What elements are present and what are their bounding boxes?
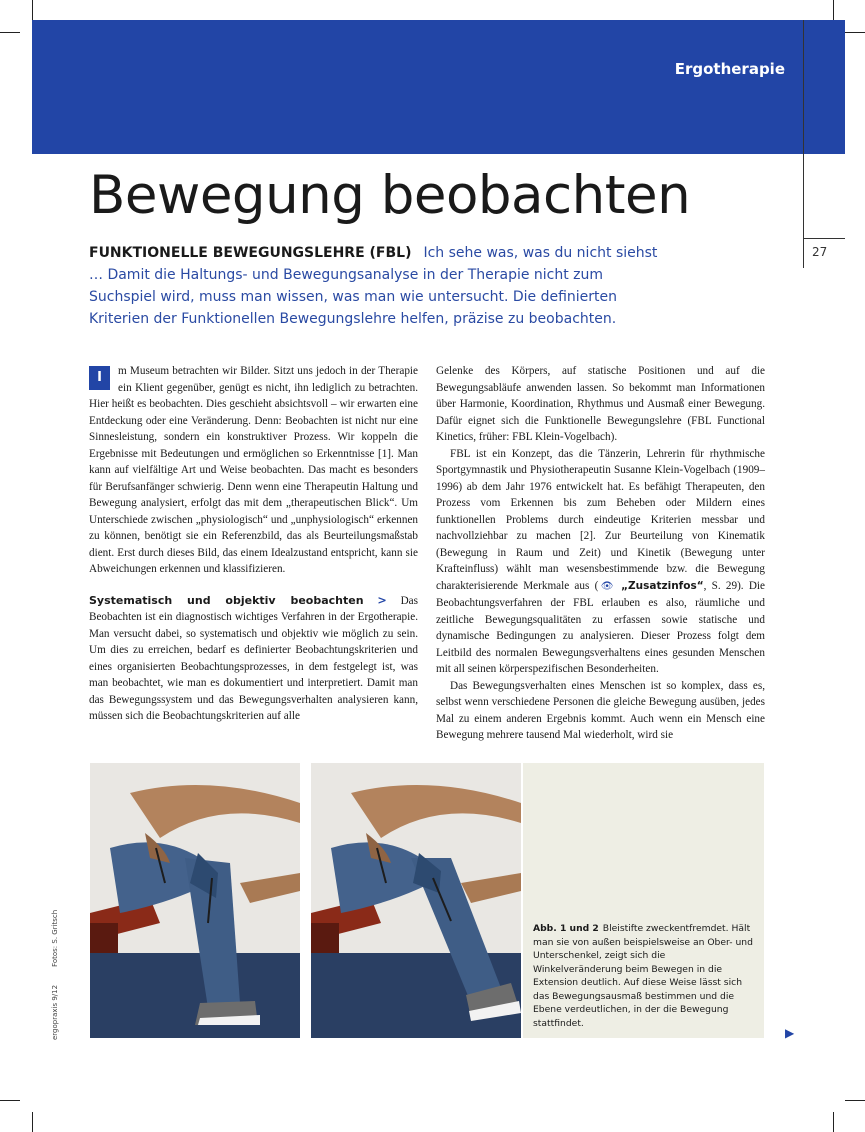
body-text: , S. 29). Die Beobachtungsverfahren der FBL erlauben es also, räumliche und zeitliche Bewegungsqualitäten zu erfassen sowie statische und dynamische Bedingungen zu analysieren. Dieser Prozess folgt dem Leitbild des normalen Bewegungsverhaltens eines gesunden Menschen mit all seinen körperspezifischen Besonderheiten.: [436, 579, 765, 675]
lead-kicker: FUNKTIONELLE BEWEGUNGSLEHRE (FBL): [89, 245, 412, 261]
page-number: 27: [812, 245, 828, 259]
eye-icon: 👁: [598, 580, 616, 592]
body-text: Das Beobachten ist ein diagnostisch wichtiges Verfahren in der Ergotherapie. Man versucht dabei, so systematisch und objektiv wie möglich zu sein. Um dies zu erreichen, bedarf es definierter Beobachtungskriterien und eines organisierten Beobachtungsprozesses, in dem festgelegt ist, was man beobachtet, wie man es dokumentiert und interpretiert. Damit man das Bewegungssystem und das Bewegungsverhalten analysieren kann, müssen sich die Beobachtungskriterien auf alle: [89, 594, 418, 722]
margin-rule: [803, 20, 804, 268]
cross-reference-link[interactable]: „Zusatzinfos“: [621, 579, 704, 592]
body-paragraph: [436, 446, 765, 678]
lead-text: Ich sehe was, was du nicht siehst … Damit die Haltungs- und Bewegungsanalyse in der Therapie nicht zum Suchspiel wird, muss man wissen, was man wie untersucht. Die definierten Kriterien der Funktionellen Bewegungslehre helfen, präzise zu beobachten.: [89, 245, 658, 327]
section-label: Ergotherapie: [674, 60, 785, 78]
side-credit: [51, 892, 59, 1040]
body-text: m Museum betrachten wir Bilder. Sitzt uns jedoch in der Therapie ein Klient gegenüber, genügt es nicht, ihn lediglich zu betrachten. Hier heißt es beobachten. Dies geschieht absichtsvoll – wir erwarten eine Entdeckung oder eine Veränderung. Denn: Beobachten ist nicht nur eine Sinnesleistung, sondern ein konstruktiver Prozess. Wir koppeln die Ergebnisse mit Bedeutungen und ermöglichen so Erkenntnisse [1]. Man kann auf vielfältige Art und Weise beobachten. Das macht es besonders für Berufsanfänger schwierig. Denn wenn eine Therapeutin Haltung und Bewegung analysiert, erfolgt das mit dem „therapeutischen Blick“. Um Unterschiede zwischen „physiologisch“ und „unphysiologisch“ erkennen zu können, benötigt sie ein Referenzbild, das als Beurteilungsmaßstab dient. Erst durch dieses Bild, das einem Idealzustand entspricht, kann sie Abweichungen erkennen und klassifizieren.: [89, 365, 418, 575]
lead-paragraph: [89, 242, 664, 330]
body-paragraph: Gelenke des Körpers, auf statische Positionen und auf die Bewegungsabläufe anwenden lassen. So bekommt man Informationen über Harmonie, Koordination, Rhythmus und Ausmaß einer Bewegung. Dafür eignet sich die Funktionelle Bewegungslehre (FBL Functional Kinetics, früher: FBL Klein-Vogelbach).: [436, 365, 765, 443]
knee-extension-photo-icon: [311, 763, 521, 1038]
subhead-arrow-icon: >: [377, 593, 387, 607]
header-band: [32, 20, 845, 154]
body-paragraph: Das Bewegungsverhalten eines Menschen ist so komplex, dass es, selbst wenn verschiedene Personen die gleiche Bewegung ausüben, jedes Mal zu einem anderen Ergebnis kommt. Auch wenn ein Mensch eine Bewegung mehrere tausend Mal wiederholt, wird sie: [436, 679, 765, 741]
crop-mark: [32, 0, 33, 20]
caption-label: Abb. 1 und 2: [533, 923, 599, 934]
body-paragraph: [89, 593, 418, 725]
crop-mark: [0, 32, 20, 33]
figure-caption: [533, 922, 757, 1030]
crop-mark: [833, 1112, 834, 1132]
text-column-left: [89, 363, 418, 725]
figure-photo-2: [311, 763, 521, 1038]
next-page-arrow-icon: ▶: [785, 1026, 795, 1040]
crop-mark: [845, 32, 865, 33]
crop-mark: [32, 1112, 33, 1132]
body-paragraph: [89, 363, 418, 578]
photo-credit: Fotos: S. Gritsch: [51, 909, 59, 967]
subheading: Systematisch und objektiv beobachten: [89, 593, 364, 607]
body-text: FBL ist ein Konzept, das die Tänzerin, Lehrerin für rhythmische Sportgymnastik und Physiotherapeutin Susanne Klein-Vogelbach (1909–1996) ab dem Jahr 1976 entwickelt hat. Es befähigt Therapeuten, den Prozess vom Erkennen bis zum Beheben oder Mildern eines funktionellen Problems durch eindeutige Kriterien messbar und nachvollziehbar zu machen [2]. Zur Beurteilung von Kinematik (Bewegung in Raum und Zeit) und Kinetik (Bewegung unter Krafteinfluss) wählt man wesensbestimmende bzw. die Bewegung charakterisierende Merkmale aus (: [436, 447, 765, 592]
caption-text: Bleistifte zweckentfremdet. Hält man sie von außen beispielsweise an Ober- und Unterschenkel, zeigt sich die Winkelveränderung beim Bewegen in die Extension deutlich. Auf diese Weise lässt sich das Bewegungsausmaß bestimmen und die Ebene verdeutlichen, in der die Bewegung stattfindet.: [533, 923, 753, 1029]
text-column-right: [436, 363, 765, 744]
journal-credit: ergopraxis 9/12: [51, 984, 59, 1040]
crop-mark: [0, 1100, 20, 1101]
caption-box: [523, 763, 764, 1038]
page-title: Bewegung beobachten: [89, 165, 691, 226]
crop-mark: [833, 0, 834, 20]
margin-rule: [803, 238, 845, 239]
crop-mark: [845, 1100, 865, 1101]
seated-knee-photo-icon: [90, 763, 300, 1038]
figure-photo-1: [90, 763, 300, 1038]
drop-cap: I: [89, 366, 110, 390]
